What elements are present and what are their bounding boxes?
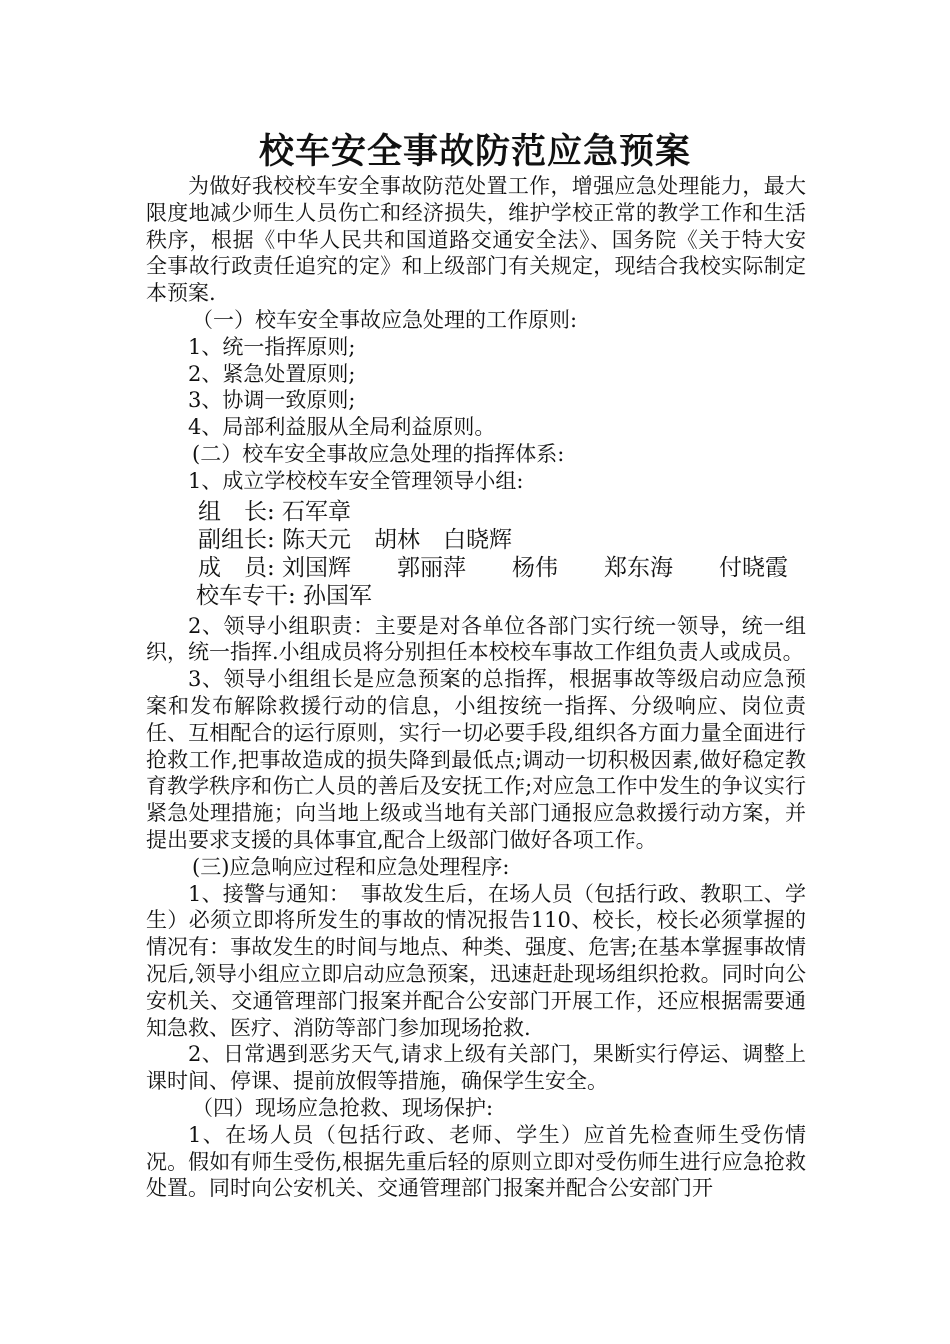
duty-paragraph: 2、领导小组职责：主要是对各单位各部门实行统一领导，统一组织，统一指挥.小组成员将分别担任本校校车事故工作组负责人或成员。 [146, 613, 806, 665]
principle-item: 4、局部利益服从全局利益原则。 [188, 415, 496, 440]
intro-paragraph: 为做好我校校车安全事故防范处置工作，增强应急处理能力，最大限度地减少师生人员伤亡和经济损失，维护学校正常的教学工作和生活秩序，根据《中华人民共和国道路交通安全法》、国务院《关于特大安全事故行政责任追究的定》和上级部门有关规定，现结合我校实际制定本预案. [146, 174, 806, 306]
response-item: 1、接警与通知： 事故发生后，在场人员（包括行政、教职工、学生）必须立即将所发生的事故的情况报告110、校长，校长必须掌握的情况有：事故发生的时间与地点、种类、强度、危害;在基本掌握事故情况后,领导小组应立即启动应急预案，迅速赶赴现场组织抢救。同时向公安机关、交通管理部门报案并配合公安部门开展工作，还应根据需要通知急救、医疗、消防等部门参加现场抢救. [146, 881, 806, 1040]
member-list: 成 员: 刘国辉 郭丽萍 杨伟 郑东海 付晓霞 [198, 554, 789, 581]
member-deputy: 副组长: 陈天元 胡林 白晓辉 [198, 526, 513, 553]
section-heading-command: (二）校车安全事故应急处理的指挥体系: [192, 441, 565, 466]
member-leader: 组 长: 石军章 [198, 498, 352, 525]
section-heading-response: (三)应急响应过程和应急处理程序: [192, 854, 510, 879]
document-title: 校车安全事故防范应急预案 [258, 132, 691, 172]
document-body [146, 173, 806, 1202]
rescue-item: 1、在场人员（包括行政、老师、学生）应首先检查师生受伤情况。假如有师生受伤,根据先重后轻的原则立即对受伤师生进行应急抢救处置。同时向公安机关、交通管理部门报案并配合公安部门开 [146, 1122, 806, 1201]
section-heading-rescue: （四）现场应急抢救、现场保护: [192, 1095, 494, 1120]
leader-paragraph: 3、领导小组组长是应急预案的总指挥，根据事故等级启动应急预案和发布解除救援行动的信息，小组按统一指挥、分级响应、岗位责任、互相配合的运行原则，实行一切必要手段,组织各方面力量全面进行抢救工作,把事故造成的损失降到最低点;调动一切积极因素,做好稳定教育教学秩序和伤亡人员的善后及安抚工作;对应急工作中发生的争议实行紧急处理措施；向当地上级或当地有关部门通报应急救援行动方案，并提出要求支援的具体事宜,配合上级部门做好各项工作。 [146, 667, 806, 852]
member-specialist: 校车专干: 孙国军 [196, 582, 373, 609]
response-item: 2、日常遇到恶劣天气,请求上级有关部门，果断实行停运、调整上课时间、停课、提前放假等措施，确保学生安全。 [146, 1042, 806, 1094]
principle-item: 1、统一指挥原则; [188, 334, 356, 359]
command-item: 1、成立学校校车安全管理领导小组: [188, 468, 524, 493]
principle-item: 2、紧急处置原则; [188, 361, 356, 386]
principle-item: 3、协调一致原则; [188, 388, 356, 413]
section-heading-principles: （一）校车安全事故应急处理的工作原则: [192, 307, 578, 332]
